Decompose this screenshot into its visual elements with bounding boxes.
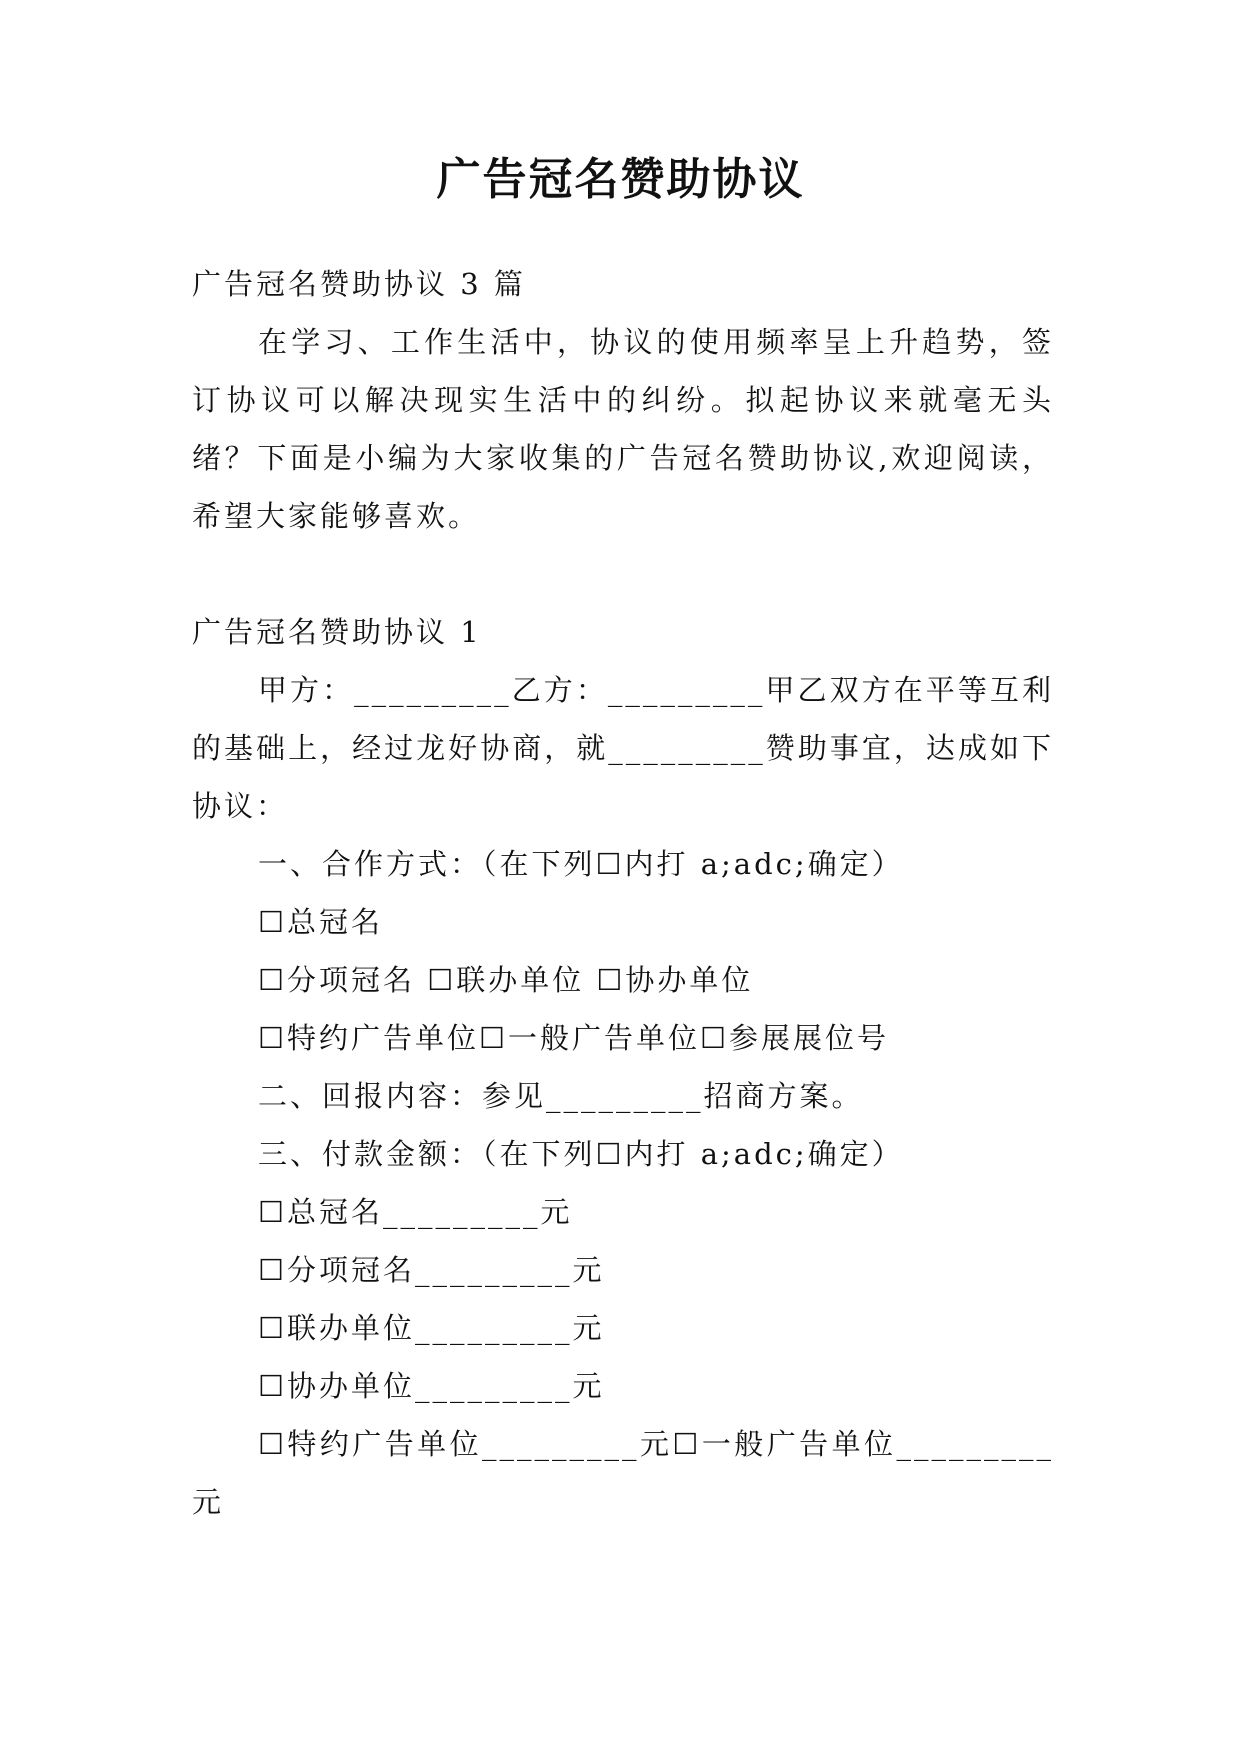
clause-line: ☐总冠名_________元 (258, 1195, 573, 1229)
clause-line: 一、合作方式：（在下列☐内打 a;adc;确定） (258, 847, 904, 881)
clause-line: ☐分项冠名 ☐联办单位 ☐协办单位 (258, 963, 754, 997)
clause-last: ☐特约广告单位_________元☐一般广告单位_________元 (192, 1427, 1054, 1519)
document-body (192, 255, 1054, 1531)
clause-line: 二、回报内容：参见_________招商方案。 (258, 1079, 864, 1113)
clause-line: ☐分项冠名_________元 (258, 1253, 605, 1287)
parties-paragraph: 甲方：_________乙方：_________甲乙双方在平等互利的基础上，经过龙好协商，就_________赞助事宜，达成如下协议： (192, 673, 1054, 823)
section-heading: 广告冠名赞助协议 1 (192, 615, 482, 649)
clause-line: 三、付款金额：（在下列☐内打 a;adc;确定） (258, 1137, 904, 1171)
document-title: 广告冠名赞助协议 (436, 154, 805, 205)
clause-line: ☐联办单位_________元 (258, 1311, 605, 1345)
clause-line: ☐总冠名 (258, 905, 383, 939)
intro-paragraph: 在学习、工作生活中，协议的使用频率呈上升趋势，签订协议可以解决现实生活中的纠纷。拟起协议来就毫无头绪？下面是小编为大家收集的广告冠名赞助协议,欢迎阅读，希望大家能够喜欢。 (192, 325, 1054, 533)
blank-spacer (192, 545, 1054, 603)
clause-line: ☐协办单位_________元 (258, 1369, 605, 1403)
intro-heading: 广告冠名赞助协议 3 篇 (192, 267, 526, 301)
clause-line: ☐特约广告单位☐一般广告单位☐参展展位号 (258, 1021, 889, 1055)
